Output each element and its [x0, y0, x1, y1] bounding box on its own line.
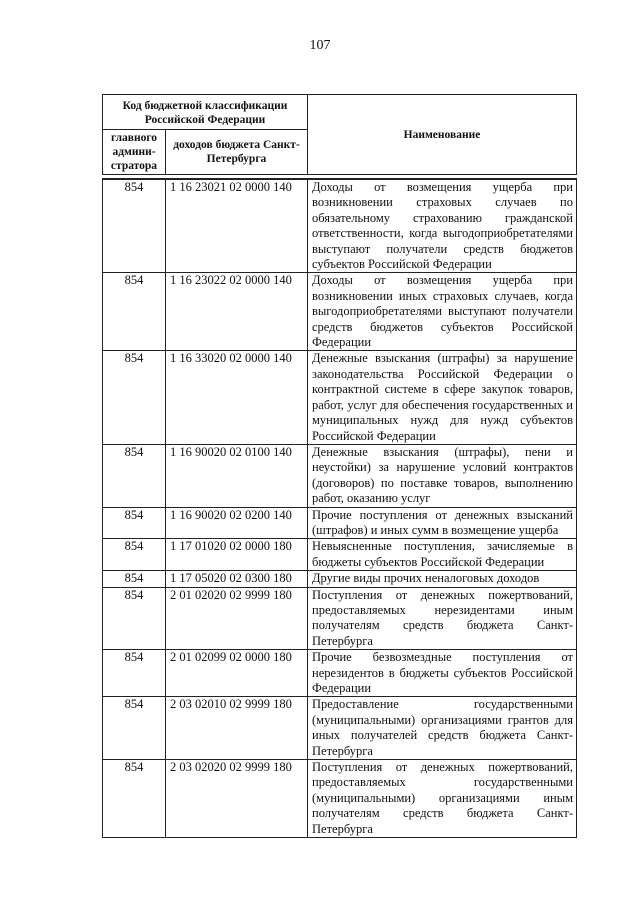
- income-code-cell: 1 16 23021 02 0000 140: [166, 179, 308, 273]
- table-row: [103, 587, 577, 650]
- admin-code-cell: 854: [103, 444, 166, 507]
- name-cell: Денежные взыскания (штрафы), пени и неустойки) за нарушение условий контрактов (договоров) по поставке товаров, выполнению работ, оказанию услуг: [308, 444, 577, 507]
- table-header: [102, 94, 577, 175]
- name-cell: Предоставление государственными (муниципальными) организациями грантов для иных получателей средств бюджета Санкт-Петербурга: [308, 697, 577, 760]
- name-cell: Поступления от денежных пожертвований, предоставляемых государственными (муниципальными) организациями иным получателям средств бюджета Санкт-Петербурга: [308, 760, 577, 838]
- name-cell: Денежные взыскания (штрафы) за нарушение законодательства Российской Федерации о контрактной системе в сфере закупок товаров, работ, услуг для обеспечения государственных и муниципальных нужд для нужд субъектов Российской Федерации: [308, 351, 577, 444]
- admin-code-cell: 854: [103, 179, 166, 273]
- income-code-cell: 2 01 02099 02 0000 180: [166, 650, 308, 697]
- income-code-cell: 1 16 90020 02 0200 140: [166, 507, 308, 539]
- name-cell: Невыясненные поступления, зачисляемые в бюджеты субъектов Российской Федерации: [308, 539, 577, 571]
- admin-code-cell: 854: [103, 351, 166, 444]
- income-code-cell: 1 17 01020 02 0000 180: [166, 539, 308, 571]
- table-row: [103, 571, 577, 587]
- name-cell: Прочие безвозмездные поступления от нерезидентов в бюджеты субъектов Российской Федерации: [308, 650, 577, 697]
- table-row: [103, 273, 577, 351]
- table-row: [103, 539, 577, 571]
- name-cell: Поступления от денежных пожертвований, предоставляемых нерезидентами иным получателям средств бюджета Санкт-Петербурга: [308, 587, 577, 650]
- table-row: [103, 507, 577, 539]
- admin-code-cell: 854: [103, 587, 166, 650]
- header-name: Наименование: [308, 95, 577, 175]
- table-row: [103, 650, 577, 697]
- admin-code-cell: 854: [103, 571, 166, 587]
- table-row: [103, 760, 577, 838]
- admin-code-cell: 854: [103, 650, 166, 697]
- income-code-cell: 1 16 23022 02 0000 140: [166, 273, 308, 351]
- admin-code-cell: 854: [103, 273, 166, 351]
- header-budget-classification: Код бюджетной классификации Российской Федерации: [103, 95, 308, 130]
- income-code-cell: 2 03 02010 02 9999 180: [166, 697, 308, 760]
- name-cell: Прочие поступления от денежных взысканий (штрафов) и иных сумм в возмещение ущерба: [308, 507, 577, 539]
- name-cell: Другие виды прочих неналоговых доходов: [308, 571, 577, 587]
- table-row: [103, 444, 577, 507]
- header-admin: главного админи-стратора: [103, 130, 166, 175]
- admin-code-cell: 854: [103, 507, 166, 539]
- income-code-cell: 1 16 33020 02 0000 140: [166, 351, 308, 444]
- page-number: 107: [309, 38, 331, 53]
- header-income: доходов бюджета Санкт-Петербурга: [166, 130, 308, 175]
- income-code-cell: 1 17 05020 02 0300 180: [166, 571, 308, 587]
- table-row: [103, 697, 577, 760]
- table-row: [103, 351, 577, 444]
- name-cell: Доходы от возмещения ущерба при возникновении страховых случаев по обязательному страхованию гражданской ответственности, когда выгодоприобретателями выступают получатели средств бюджетов субъектов Российской Федерации: [308, 179, 577, 273]
- admin-code-cell: 854: [103, 760, 166, 838]
- budget-codes-table: [102, 178, 577, 838]
- income-code-cell: 1 16 90020 02 0100 140: [166, 444, 308, 507]
- income-code-cell: 2 03 02020 02 9999 180: [166, 760, 308, 838]
- name-cell: Доходы от возмещения ущерба при возникновении иных страховых случаев, когда выгодоприобретателями выступают получатели средств бюджетов субъектов Российской Федерации: [308, 273, 577, 351]
- admin-code-cell: 854: [103, 697, 166, 760]
- admin-code-cell: 854: [103, 539, 166, 571]
- table-row: [103, 179, 577, 273]
- income-code-cell: 2 01 02020 02 9999 180: [166, 587, 308, 650]
